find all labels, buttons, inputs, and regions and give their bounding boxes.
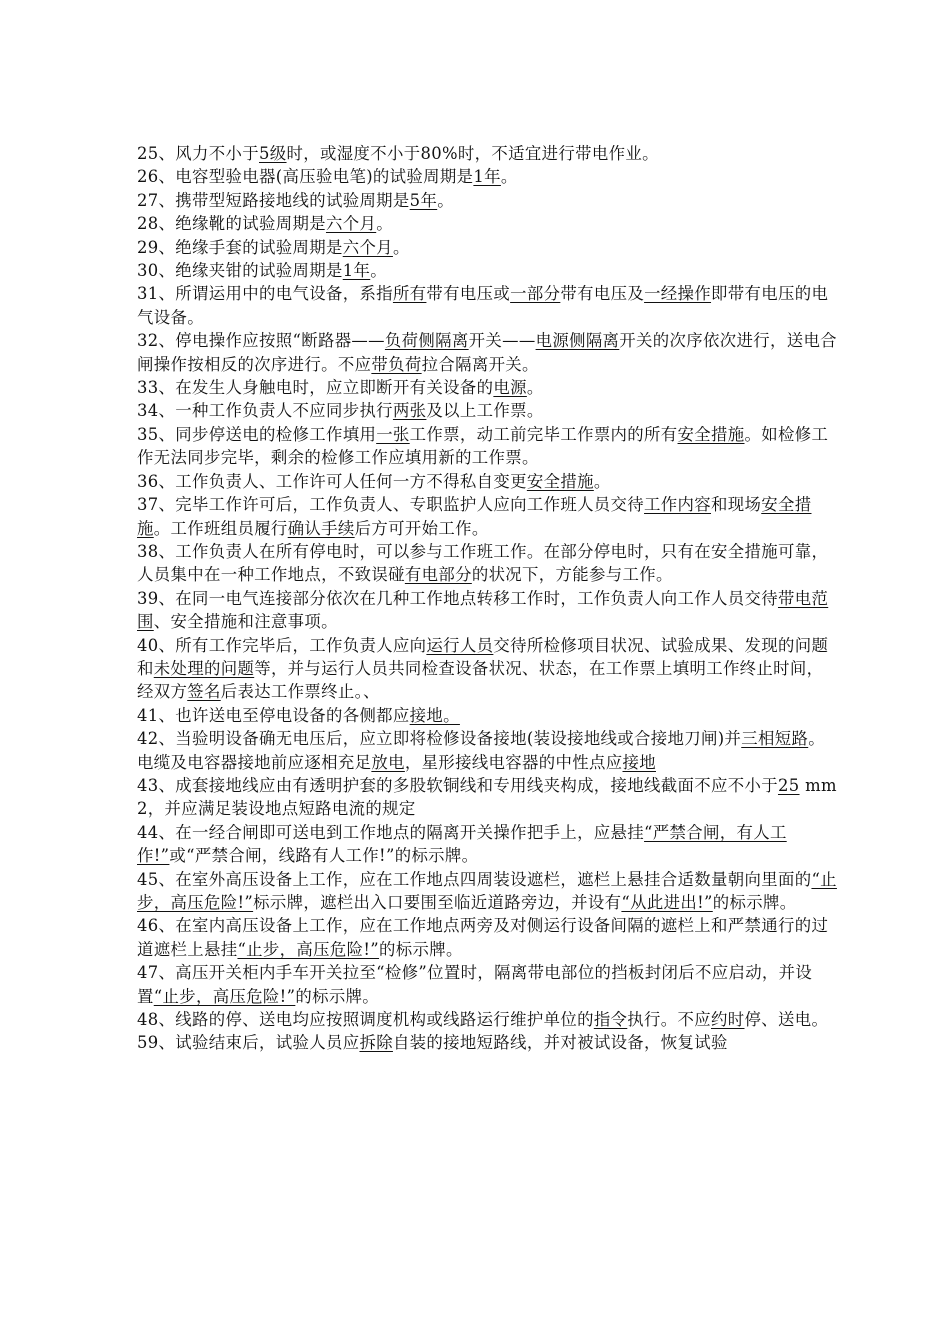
answer-blank: 接地。 (409, 705, 460, 725)
question-text: 带有电压及 (560, 284, 645, 304)
question-text: 43、成套接地线应由有透明护套的多股软铜线和专用线夹构成，接地线截面不应不小于 (137, 775, 778, 795)
question-item (137, 540, 837, 587)
answer-blank: 运行人员 (426, 635, 494, 655)
question-text: 35、同步停送电的检修工作填用 (137, 424, 377, 444)
question-text: 的状况下，方能参与工作。 (471, 565, 673, 585)
question-text: 48、线路的停、送电均应按照调度机构或线路运行维护单位的 (137, 1010, 594, 1030)
question-text: 后表达工作票终止。、 (220, 682, 380, 702)
answer-blank: 确认手续 (287, 518, 355, 538)
question-text: 。 (370, 261, 387, 281)
question-text: mm2，并应满足装设地点短路电流的规定 (137, 775, 837, 819)
question-item (137, 961, 837, 1008)
answer-blank: 六个月 (342, 237, 393, 257)
question-text: 34、一种工作负责人不应同步执行 (137, 401, 393, 421)
question-text: 及以上工作票。 (426, 401, 544, 421)
answer-blank: 所有 (392, 284, 427, 304)
question-text: 31、所谓运用中的电气设备，系指 (137, 284, 393, 304)
answer-blank: 25 (777, 775, 800, 795)
answer-blank: 安全措施 (137, 495, 812, 538)
answer-blank: “止步，高压危险!” (153, 986, 296, 1006)
question-item (137, 1031, 837, 1054)
question-item (137, 236, 837, 259)
answer-blank: 负荷侧隔离 (384, 331, 469, 351)
question-text: 带有电压或 (426, 284, 511, 304)
answer-blank: 未处理的问题 (153, 658, 255, 678)
question-text: 自装的接地短路线，并对被试设备，恢复试验 (392, 1033, 728, 1053)
question-item (137, 282, 837, 329)
question-text: 的标示牌。 (295, 986, 380, 1006)
question-text: 标示牌，遮栏出入口要围至临近道路旁边，并设有 (253, 893, 622, 912)
question-text: 45、在室外高压设备上工作，应在工作地点四周装设遮栏，遮栏上悬挂合适数量朝向里面的 (137, 869, 812, 889)
question-text: 33、在发生人身触电时，应立即断开有关设备的 (137, 378, 494, 398)
question-text: 、安全措施和注意事项。 (153, 612, 338, 632)
answer-blank: 接地 (622, 752, 656, 772)
answer-blank: 一经操作 (644, 284, 712, 304)
question-item (137, 423, 837, 470)
question-text: 交待所检修项目状况、试验成果、发现的问题和 (137, 635, 829, 678)
question-text: 36、工作负责人、工作许可人任何一方不得私自变更 (137, 471, 527, 491)
answer-blank: 三相短路 (741, 729, 809, 749)
question-text: ，星形接线电容器的中性点应 (404, 752, 623, 772)
answer-blank: 1年 (342, 261, 371, 281)
question-text: 39、在同一电气连接部分依次在几种工作地点转移工作时，工作负责人向工作人员交待 (137, 588, 778, 608)
question-item (137, 493, 837, 540)
question-text: 拉合隔离开关。 (421, 354, 539, 374)
answer-blank: 5级 (259, 144, 287, 163)
question-text: 。 (437, 190, 454, 210)
question-text: 或“严禁合闸，线路有人工作!”的标示牌。 (169, 846, 479, 866)
question-item (137, 399, 837, 422)
question-text: 。 (392, 237, 410, 257)
answer-blank: 放电 (371, 752, 405, 772)
question-text: 37、完毕工作许可后，工作负责人、专职监护人应向工作班人员交待 (137, 495, 645, 515)
question-item (137, 704, 837, 727)
answer-blank: 约时 (711, 1010, 745, 1030)
answer-blank: 指令 (593, 1010, 628, 1030)
document-body (137, 142, 837, 1055)
question-text: 工作票，动工前完毕工作票内的所有 (409, 424, 678, 444)
answer-blank: 六个月 (325, 214, 377, 234)
question-text: 29、绝缘手套的试验周期是 (137, 237, 343, 257)
answer-blank: 签名 (187, 682, 221, 702)
answer-blank: “止步，高压危险!” (137, 869, 837, 912)
question-text: 执行。不应 (627, 1010, 711, 1030)
question-text: 47、高压开关柜内手车开关拉至“检修”位置时，隔离带电部位的挡板封闭后不应启动，并设置 (137, 963, 813, 1006)
question-item (137, 259, 837, 282)
question-text: 开关的次序依次进行，送电合闸操作按相反的次序进行。不应 (137, 331, 837, 374)
answer-blank: “严禁合闸，有人工作!” (137, 822, 787, 866)
question-text: 的标示牌。 (712, 893, 797, 912)
question-item (137, 868, 837, 915)
answer-blank: 两张 (392, 401, 427, 421)
question-item (137, 189, 837, 212)
question-text: 。电缆及电容器接地前应逐相充足 (137, 729, 825, 772)
question-text: 停、送电。 (744, 1010, 829, 1030)
question-text: 41、也许送电至停电设备的各侧都应 (137, 705, 410, 725)
question-text: 即带有电压的电气设备。 (137, 284, 829, 327)
question-text: 。 (593, 471, 611, 491)
question-text: 开关—— (468, 331, 536, 351)
question-text: 。工作班组员履行 (153, 518, 288, 538)
question-item (137, 376, 837, 399)
question-item (137, 587, 837, 634)
question-item (137, 634, 837, 704)
question-text: 38、工作负责人在所有停电时，可以参与工作班工作。在部分停电时，只有在安全措施可靠，人员集中在一种工作地点，不致误碰 (137, 541, 829, 585)
question-text: 30、绝缘夹钳的试验周期是 (137, 261, 343, 281)
answer-blank: 5年 (409, 190, 438, 210)
question-text: 。 (526, 378, 544, 398)
question-item (137, 142, 837, 165)
answer-blank: 工作内容 (644, 495, 712, 515)
answer-blank: 有电部分 (404, 565, 472, 585)
question-text: 后方可开始工作。 (354, 518, 489, 538)
question-text: 25、风力不小于 (137, 144, 259, 163)
question-text: 42、当验明设备确无电压后，应立即将检修设备接地(装设接地线或合接地刀闸)并 (137, 729, 742, 749)
question-text: 40、所有工作完毕后，工作负责人应向 (137, 635, 427, 655)
answer-blank: “止步，高压危险!” (237, 939, 380, 959)
question-text: 和现场 (711, 495, 762, 515)
question-item (137, 914, 837, 961)
question-item (137, 727, 837, 774)
answer-blank: 一部分 (510, 284, 561, 304)
question-text: 。如检修工作无法同步完毕，剩余的检修工作应填用新的工作票。 (137, 424, 829, 468)
question-text: 46、在室内高压设备上工作，应在工作地点两旁及对侧运行设备间隔的遮栏上和严禁通行的过道遮栏上悬挂 (137, 916, 829, 959)
question-text: 26、电容型验电器(高压验电笔)的试验周期是 (137, 167, 474, 187)
question-text: 28、绝缘靴的试验周期是 (137, 214, 326, 234)
question-item (137, 821, 837, 868)
answer-blank: “从此进出!” (621, 893, 713, 912)
answer-blank: 带负荷 (371, 354, 422, 374)
question-text: 44、在一经合闸即可送电到工作地点的隔离开关操作把手上，应悬挂 (137, 822, 645, 842)
answer-blank: 拆除 (359, 1033, 393, 1053)
question-text: 时，或湿度不小于80%时，不适宜进行带电作业。 (286, 144, 659, 163)
question-item (137, 329, 837, 376)
answer-blank: 安全措施 (677, 424, 745, 444)
question-item (137, 774, 837, 821)
answer-blank: 带电范围 (137, 588, 829, 632)
question-item (137, 1008, 837, 1031)
question-item (137, 470, 837, 493)
question-text: 27、携带型短路接地线的试验周期是 (137, 190, 410, 210)
question-text: 。 (376, 214, 393, 234)
answer-blank: 一张 (376, 424, 410, 444)
question-text: 。 (500, 167, 518, 187)
question-text: 的标示牌。 (379, 939, 463, 959)
question-text: 等，并与运行人员共同检查设备状况、状态，在工作票上填明工作终止时间，经双方 (137, 658, 824, 702)
question-item (137, 165, 837, 188)
answer-blank: 电源 (493, 378, 527, 398)
answer-blank: 安全措施 (526, 471, 594, 491)
question-text: 59、试验结束后，试验人员应 (137, 1033, 360, 1053)
question-item (137, 212, 837, 235)
answer-blank: 1年 (473, 167, 501, 187)
answer-blank: 电源侧隔离 (535, 331, 620, 351)
question-text: 32、停电操作应按照“断路器—— (137, 331, 385, 351)
